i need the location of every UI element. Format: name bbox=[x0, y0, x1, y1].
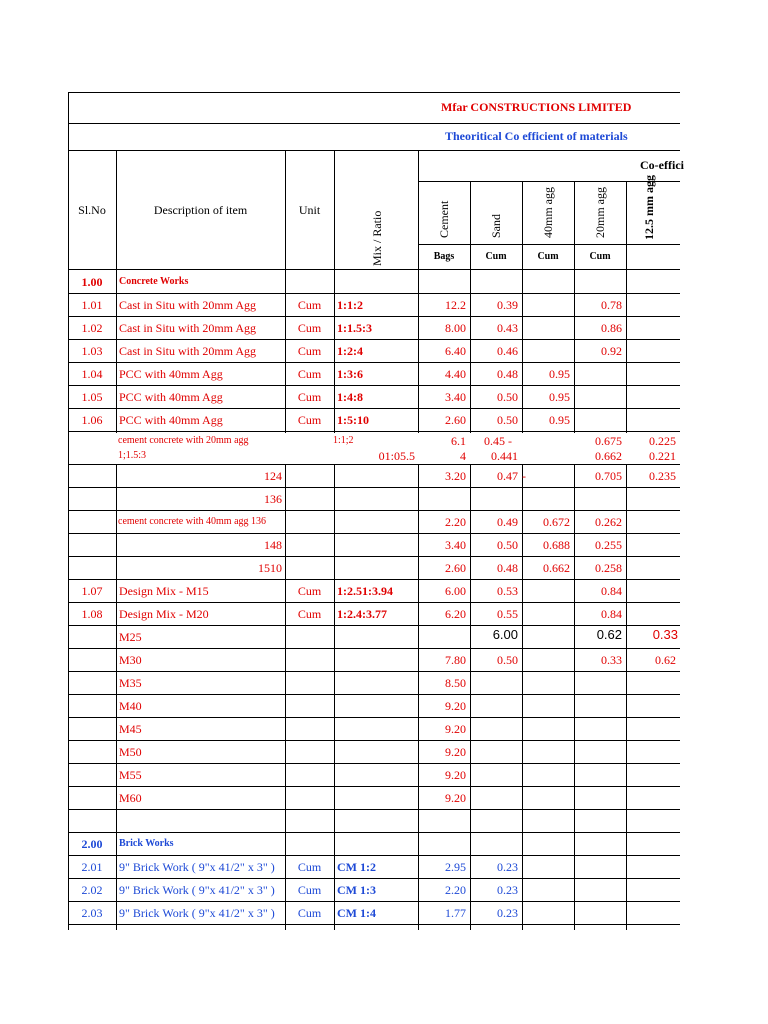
header-40mm-agg: 40mm agg bbox=[541, 187, 555, 238]
grid-line bbox=[522, 181, 523, 433]
agg20-value: 0.84 bbox=[601, 607, 622, 621]
item-description: 9" Brick Work ( 9"x 41/2" x 3" ) bbox=[119, 906, 275, 920]
grade-label: M50 bbox=[119, 745, 142, 759]
grid-line bbox=[68, 602, 680, 603]
table-left-border bbox=[68, 92, 69, 930]
grid-line bbox=[68, 362, 680, 363]
cement-value: 2.20 bbox=[445, 515, 466, 529]
coeff-header-border bbox=[418, 181, 680, 182]
coefficient-header: Co-effici bbox=[640, 158, 684, 172]
header-cement: Cement bbox=[437, 200, 451, 238]
item-mix: CM 1:4 bbox=[337, 906, 376, 920]
item-unit: Cum bbox=[297, 298, 322, 312]
table-top-border bbox=[68, 92, 680, 93]
item-mix: 1:5:10 bbox=[337, 413, 369, 427]
item-description: cement concrete with 40mm agg 136 bbox=[118, 516, 267, 527]
grade-label: M40 bbox=[119, 699, 142, 713]
loose-desc: cement concrete with 20mm agg bbox=[118, 435, 249, 446]
grid-line bbox=[68, 408, 680, 409]
sand-value: 0.55 bbox=[497, 607, 518, 621]
item-number: 1.02 bbox=[81, 321, 103, 335]
cement-value: 3.20 bbox=[445, 469, 466, 483]
header-12-5mm-agg: 12.5 mm agg bbox=[642, 175, 656, 240]
item-number: 1.08 bbox=[81, 607, 103, 621]
sand-value: 0.23 bbox=[497, 883, 518, 897]
grid-line bbox=[68, 694, 680, 695]
cement-value: 9.20 bbox=[445, 768, 466, 782]
item-mix: 1:1:2 bbox=[337, 298, 363, 312]
dash-mark: - bbox=[522, 469, 526, 483]
grid-line bbox=[68, 855, 680, 856]
item-number: 2.01 bbox=[81, 860, 103, 874]
grade-label: M55 bbox=[119, 768, 142, 782]
item-unit: Cum bbox=[297, 906, 322, 920]
sand-value: 0.48 bbox=[497, 561, 518, 575]
grid-line bbox=[68, 579, 680, 580]
loose-desc: 1;1.5:3 bbox=[118, 450, 147, 461]
agg20-value: 0.258 bbox=[595, 561, 622, 575]
grid-line bbox=[68, 901, 680, 902]
unit-cum: Cum bbox=[485, 251, 507, 262]
cement-value: 3.40 bbox=[445, 538, 466, 552]
loose-mix: 1:1;2 bbox=[333, 435, 354, 446]
agg20-value: 0.86 bbox=[601, 321, 622, 335]
cement-value: 6.00 bbox=[445, 584, 466, 598]
cement-value: 4.40 bbox=[445, 367, 466, 381]
subtitle-row-border bbox=[68, 150, 680, 151]
cement-value: 12.2 bbox=[445, 298, 466, 312]
agg20-value: 0.662 bbox=[595, 449, 622, 463]
grid-line bbox=[626, 181, 627, 433]
item-mix: 1:2.51:3.94 bbox=[337, 584, 393, 598]
item-unit: Cum bbox=[297, 367, 322, 381]
agg40-value: 0.95 bbox=[549, 367, 570, 381]
agg20-value: 0.92 bbox=[601, 344, 622, 358]
item-unit: Cum bbox=[297, 390, 322, 404]
sheet-subtitle: Theoritical Co efficient of materials bbox=[445, 129, 628, 143]
sand-value: 0.50 bbox=[497, 538, 518, 552]
cement-value: 1.77 bbox=[445, 906, 466, 920]
grid-line bbox=[68, 648, 680, 649]
header-20mm-agg: 20mm agg bbox=[593, 187, 607, 238]
item-description: 124 bbox=[264, 469, 282, 483]
cement-value: 9.20 bbox=[445, 699, 466, 713]
header-description: Description of item bbox=[153, 203, 248, 217]
agg20-value: 0.78 bbox=[601, 298, 622, 312]
sand-value: 0.46 bbox=[497, 344, 518, 358]
item-description: PCC with 40mm Agg bbox=[119, 413, 223, 427]
grade-label: M35 bbox=[119, 676, 142, 690]
item-description: 9" Brick Work ( 9"x 41/2" x 3" ) bbox=[119, 883, 275, 897]
grid-line bbox=[68, 487, 680, 488]
cement-value: 3.40 bbox=[445, 390, 466, 404]
sand-value: 0.441 bbox=[491, 449, 518, 463]
item-unit: Cum bbox=[297, 413, 322, 427]
cement-value: 4 bbox=[460, 449, 466, 463]
cement-value: 6.1 bbox=[451, 434, 466, 448]
grid-line bbox=[68, 556, 680, 557]
grid-line bbox=[68, 431, 680, 432]
grade-label: M30 bbox=[119, 653, 142, 667]
header-bottom-border bbox=[68, 269, 680, 270]
grid-line bbox=[68, 625, 680, 626]
grid-line bbox=[68, 464, 680, 465]
agg20-value: 0.33 bbox=[601, 653, 622, 667]
agg12-value: 0.62 bbox=[655, 653, 676, 667]
item-mix: 1:3:6 bbox=[337, 367, 363, 381]
section-number: 2.00 bbox=[81, 837, 103, 851]
grid-line bbox=[68, 809, 680, 810]
sand-value: 0.48 bbox=[497, 367, 518, 381]
cement-value: 2.20 bbox=[445, 883, 466, 897]
grid-line bbox=[418, 150, 419, 433]
item-mix: 1:4:8 bbox=[337, 390, 363, 404]
sand-value: 0.43 bbox=[497, 321, 518, 335]
item-description: PCC with 40mm Agg bbox=[119, 390, 223, 404]
grid-line bbox=[68, 740, 680, 741]
grade-label: M45 bbox=[119, 722, 142, 736]
grid-line bbox=[334, 150, 335, 433]
sand-value: 0.49 bbox=[497, 515, 518, 529]
item-description: 148 bbox=[264, 538, 282, 552]
item-description: 1510 bbox=[258, 561, 282, 575]
agg20-value: 0.705 bbox=[595, 469, 622, 483]
agg12-value: 0.235 bbox=[649, 469, 676, 483]
cement-value: 2.60 bbox=[445, 413, 466, 427]
sand-value: 0.50 bbox=[497, 390, 518, 404]
loose-mix: 01:05.5 bbox=[378, 449, 415, 463]
item-description: Design Mix - M15 bbox=[119, 584, 209, 598]
cement-value: 2.60 bbox=[445, 561, 466, 575]
cement-value: 9.20 bbox=[445, 745, 466, 759]
item-description: Cast in Situ with 20mm Agg bbox=[119, 321, 257, 335]
item-number: 1.01 bbox=[81, 298, 103, 312]
grade-label: M25 bbox=[119, 630, 142, 644]
cement-value: 8.00 bbox=[445, 321, 466, 335]
item-description: Design Mix - M20 bbox=[119, 607, 209, 621]
agg40-value: 0.95 bbox=[549, 390, 570, 404]
item-description: Cast in Situ with 20mm Agg bbox=[119, 298, 257, 312]
grid-line bbox=[68, 671, 680, 672]
grid-line bbox=[116, 150, 117, 433]
item-mix: 1:1.5:3 bbox=[337, 321, 372, 335]
sand-value: 0.50 bbox=[497, 413, 518, 427]
grid-line bbox=[68, 533, 680, 534]
cement-value: 9.20 bbox=[445, 722, 466, 736]
m25-value: 0.62 bbox=[596, 627, 622, 642]
header-mix-ratio: Mix / Ratio bbox=[370, 210, 384, 266]
grid-line bbox=[68, 832, 680, 833]
unit-bags: Bags bbox=[433, 251, 455, 262]
grade-label: M60 bbox=[119, 791, 142, 805]
cement-value: 6.20 bbox=[445, 607, 466, 621]
header-unit: Unit bbox=[298, 203, 321, 217]
cement-value: 2.95 bbox=[445, 860, 466, 874]
sand-value: 0.47 bbox=[497, 469, 518, 483]
item-description: 136 bbox=[264, 492, 282, 506]
grid-line bbox=[68, 717, 680, 718]
agg20-value: 0.675 bbox=[595, 434, 622, 448]
item-number: 2.02 bbox=[81, 883, 103, 897]
grid-line bbox=[574, 181, 575, 433]
cement-value: 7.80 bbox=[445, 653, 466, 667]
section-title: Concrete Works bbox=[119, 276, 189, 287]
cement-value: 8.50 bbox=[445, 676, 466, 690]
sand-value: 0.23 bbox=[497, 860, 518, 874]
unit-cum: Cum bbox=[589, 251, 611, 262]
agg20-value: 0.255 bbox=[595, 538, 622, 552]
item-number: 1.07 bbox=[81, 584, 103, 598]
grid-line bbox=[68, 293, 680, 294]
item-unit: Cum bbox=[297, 607, 322, 621]
grid-line bbox=[68, 510, 680, 511]
item-description: Cast in Situ with 20mm Agg bbox=[119, 344, 257, 358]
grid-line bbox=[68, 878, 680, 879]
grid-line bbox=[68, 786, 680, 787]
agg40-value: 0.662 bbox=[543, 561, 570, 575]
item-number: 1.03 bbox=[81, 344, 103, 358]
sand-value: 0.23 bbox=[497, 906, 518, 920]
item-mix: 1:2.4:3.77 bbox=[337, 607, 387, 621]
cement-value: 6.40 bbox=[445, 344, 466, 358]
agg20-value: 0.262 bbox=[595, 515, 622, 529]
item-unit: Cum bbox=[297, 883, 322, 897]
m25-value: 0.33 bbox=[652, 627, 678, 642]
grid-line bbox=[68, 316, 680, 317]
agg20-value: 0.84 bbox=[601, 584, 622, 598]
m25-value: 6.00 bbox=[492, 627, 518, 642]
cement-value: 9.20 bbox=[445, 791, 466, 805]
item-number: 1.04 bbox=[81, 367, 103, 381]
sand-value: 0.39 bbox=[497, 298, 518, 312]
agg40-value: 0.672 bbox=[543, 515, 570, 529]
item-unit: Cum bbox=[297, 584, 322, 598]
sand-value: 0.45 - bbox=[484, 434, 512, 448]
section-number: 1.00 bbox=[81, 275, 103, 289]
item-unit: Cum bbox=[297, 860, 322, 874]
item-unit: Cum bbox=[297, 344, 322, 358]
sand-value: 0.50 bbox=[497, 653, 518, 667]
agg12-value: 0.221 bbox=[649, 449, 676, 463]
item-unit: Cum bbox=[297, 321, 322, 335]
item-number: 1.05 bbox=[81, 390, 103, 404]
item-mix: 1:2:4 bbox=[337, 344, 363, 358]
sand-value: 0.53 bbox=[497, 584, 518, 598]
item-number: 1.06 bbox=[81, 413, 103, 427]
section-title: Brick Works bbox=[119, 838, 174, 849]
item-description: 9" Brick Work ( 9"x 41/2" x 3" ) bbox=[119, 860, 275, 874]
grid-line bbox=[68, 924, 680, 925]
item-description: PCC with 40mm Agg bbox=[119, 367, 223, 381]
company-title: Mfar CONSTRUCTIONS LIMITED bbox=[441, 100, 632, 114]
item-mix: CM 1:2 bbox=[337, 860, 376, 874]
item-mix: CM 1:3 bbox=[337, 883, 376, 897]
item-number: 2.03 bbox=[81, 906, 103, 920]
agg40-value: 0.95 bbox=[549, 413, 570, 427]
header-slno: Sl.No bbox=[78, 203, 106, 217]
grid-line bbox=[68, 339, 680, 340]
units-row-top-border bbox=[418, 244, 680, 245]
grid-line bbox=[68, 763, 680, 764]
header-sand: Sand bbox=[489, 214, 503, 238]
agg40-value: 0.688 bbox=[543, 538, 570, 552]
unit-cum: Cum bbox=[537, 251, 559, 262]
title-row-border bbox=[68, 123, 680, 124]
grid-line bbox=[68, 385, 680, 386]
grid-line bbox=[470, 181, 471, 433]
agg12-value: 0.225 bbox=[649, 434, 676, 448]
